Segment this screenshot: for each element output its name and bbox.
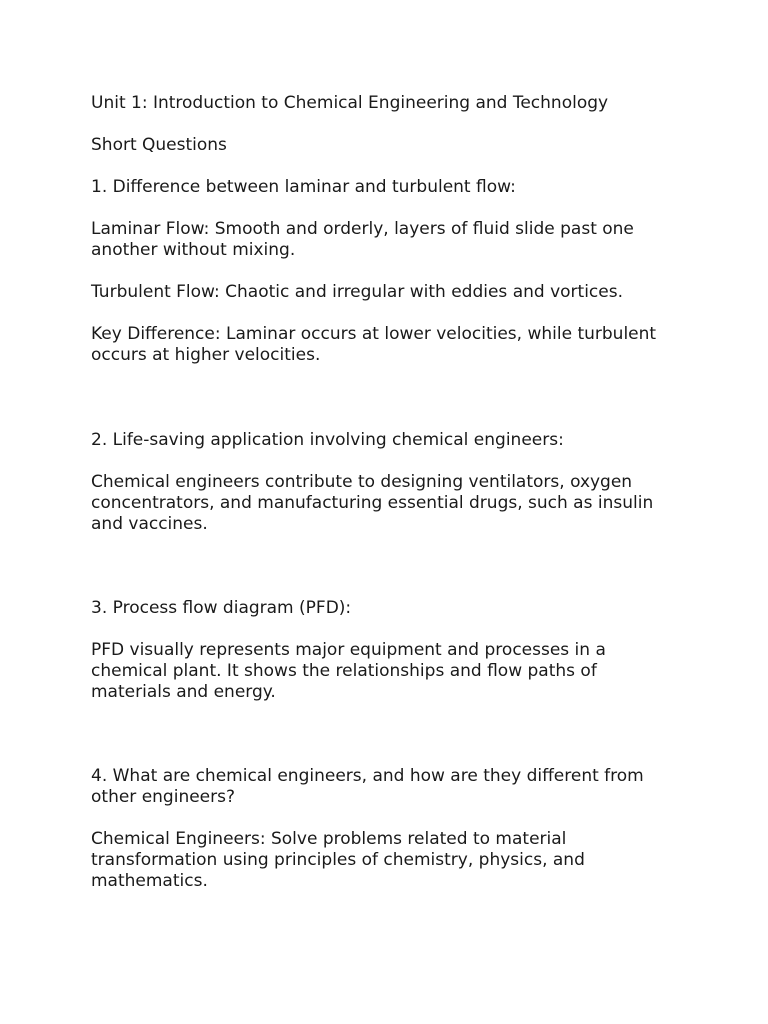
question-1-answer-laminar: Laminar Flow: Smooth and orderly, layers of fluid slide past one another without mixing. <box>91 219 634 260</box>
question-1-answer-turbulent: Turbulent Flow: Chaotic and irregular with eddies and vortices. <box>91 282 623 302</box>
question-4-heading: 4. What are chemical engineers, and how are they different from other engineers? <box>91 766 644 807</box>
section-heading: Short Questions <box>91 135 227 155</box>
question-1-answer-key-difference: Key Difference: Laminar occurs at lower velocities, while turbulent occurs at higher velocities. <box>91 324 657 365</box>
document-title: Unit 1: Introduction to Chemical Engineering and Technology <box>91 93 609 113</box>
question-2-answer: Chemical engineers contribute to designing ventilators, oxygen concentrators, and manufacturing essential drugs, such as insulin and vaccines. <box>91 472 654 534</box>
question-3-answer: PFD visually represents major equipment and processes in a chemical plant. It shows the relationships and flow paths of materials and energy. <box>91 640 606 702</box>
question-4-answer: Chemical Engineers: Solve problems related to material transformation using principles of chemistry, physics, and mathematics. <box>91 829 585 891</box>
question-1-heading: 1. Difference between laminar and turbulent flow: <box>91 177 516 197</box>
question-2-heading: 2. Life-saving application involving chemical engineers: <box>91 430 564 450</box>
question-3-heading: 3. Process flow diagram (PFD): <box>91 598 352 618</box>
